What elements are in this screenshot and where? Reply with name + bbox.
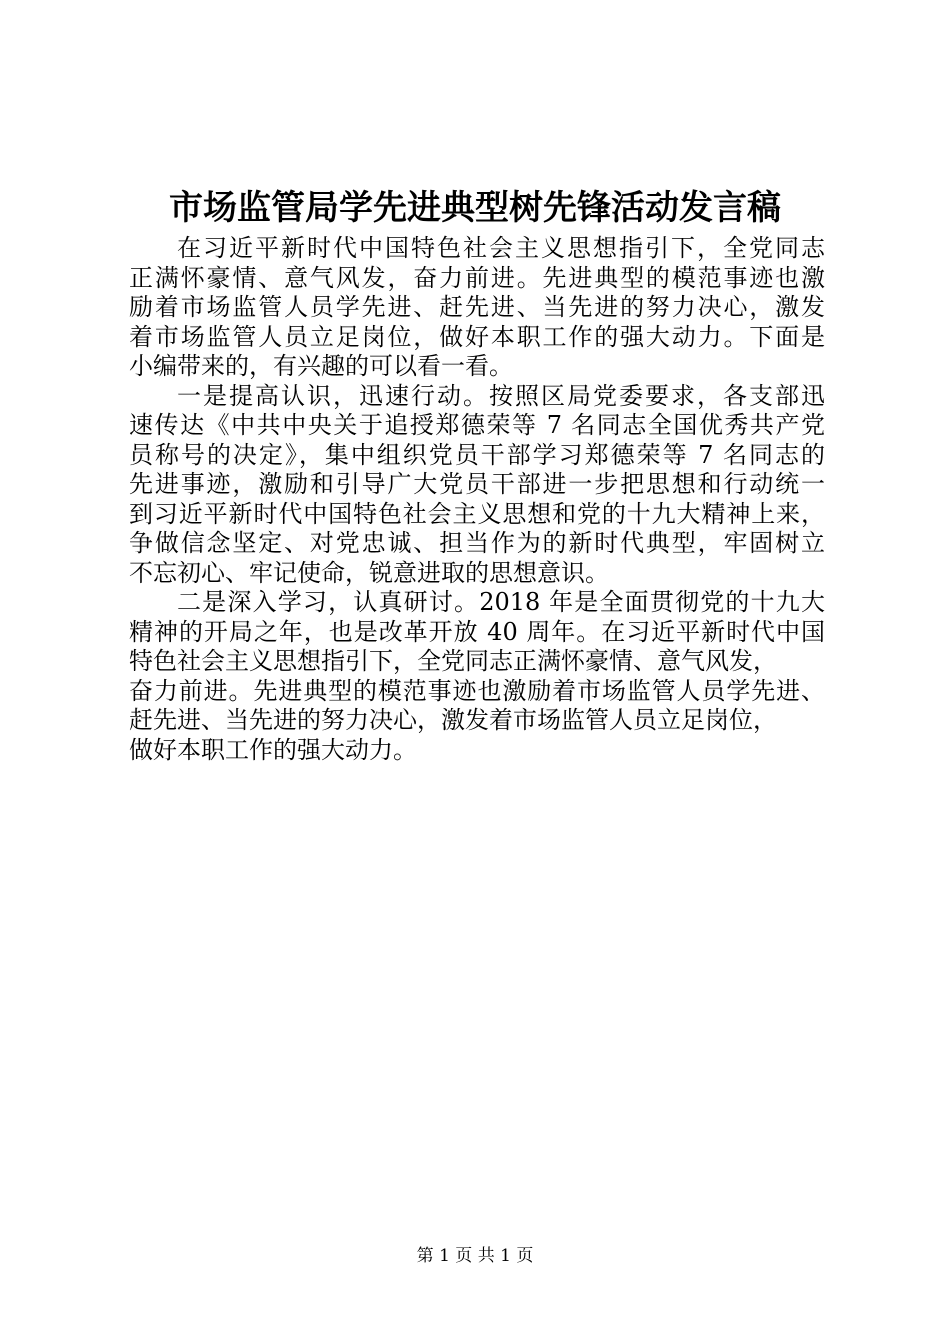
paragraph-line: 一是提高认识，迅速行动。按照区局党委要求，各支部迅 [177,381,825,410]
paragraph-line: 精神的开局之年，也是改革开放 40 周年。在习近平新时代中国 [129,617,825,646]
paragraph-line: 速传达《中共中央关于追授郑德荣等 7 名同志全国优秀共产党 [129,411,825,439]
paragraph-line: 员称号的决定》，集中组织党员干部学习郑德荣等 7 名同志的 [129,440,825,469]
paragraph-point-one [129,382,825,589]
paragraph-line: 正满怀豪情、意气风发，奋力前进。先进典型的模范事迹也激 [129,263,825,292]
paragraph-line: 到习近平新时代中国特色社会主义思想和党的十九大精神上来， [129,499,825,528]
paragraph-line: 赶先进、当先进的努力决心，激发着市场监管人员立足岗位， [129,706,777,734]
paragraph-line: 在习近平新时代中国特色社会主义思想指引下，全党同志 [177,234,825,262]
paragraph-line: 做好本职工作的强大动力。 [129,735,417,764]
paragraph-line: 争做信念坚定、对党忠诚、担当作为的新时代典型，牢固树立 [129,529,825,557]
document-title: 市场监管局学先进典型树先锋活动发言稿 [169,188,781,228]
paragraph-line: 特色社会主义思想指引下，全党同志正满怀豪情、意气风发， [129,647,777,675]
paragraph-line: 着市场监管人员立足岗位，做好本职工作的强大动力。下面是 [129,322,825,351]
paragraph-intro [129,234,825,382]
paragraph-line: 励着市场监管人员学先进、赶先进、当先进的努力决心，激发 [129,293,825,321]
paragraph-line: 不忘初心、牢记使命，锐意进取的思想意识。 [129,558,609,587]
page-footer: 第 1 页 共 1 页 [416,1246,534,1266]
paragraph-line: 小编带来的，有兴趣的可以看一看。 [129,352,513,380]
paragraph-point-two [129,588,825,765]
paragraph-line: 二是深入学习，认真研讨。2018 年是全面贯彻党的十九大 [177,588,825,616]
document-body [129,234,825,765]
paragraph-line: 奋力前进。先进典型的模范事迹也激励着市场监管人员学先进、 [129,676,825,705]
paragraph-line: 先进事迹，激励和引导广大党员干部进一步把思想和行动统一 [129,470,825,498]
